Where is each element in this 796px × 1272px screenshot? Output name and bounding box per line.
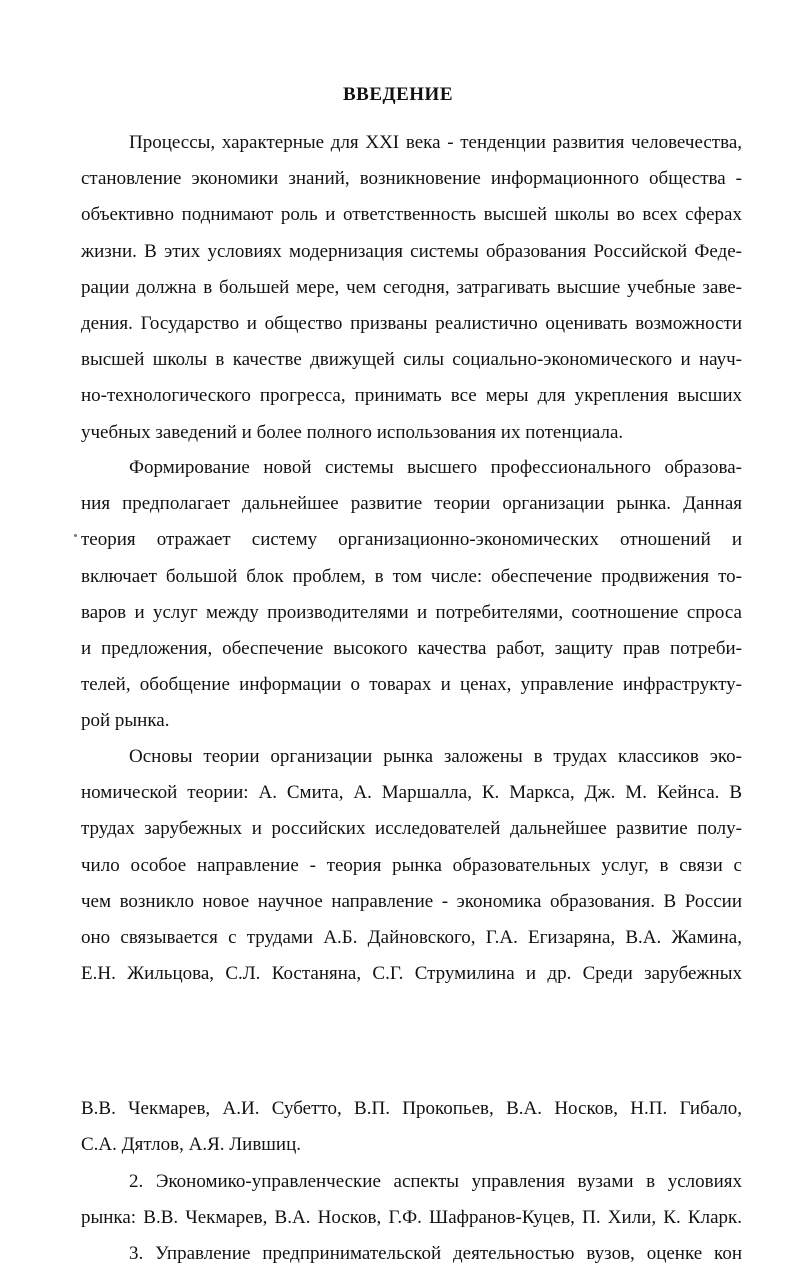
text-line: рации должна в большей мере, чем сегодня, затрагивать высшие учебные заве- [81, 276, 742, 298]
text-line: жизни. В этих условиях модернизация системы образования Российской Феде- [81, 240, 742, 262]
text-line: варов и услуг между производителями и потребителями, соотношение спроса [81, 601, 742, 623]
text-line: В.В. Чекмарев, А.И. Субетто, В.П. Прокопьев, В.А. Носков, Н.П. Гибало, [81, 1098, 742, 1119]
paragraph-2 [81, 450, 742, 740]
text-line: телей, обобщение информации о товарах и ценах, управление инфраструкту- [81, 674, 742, 696]
text-line: чем возникло новое научное направление - экономика образования. В России [81, 890, 742, 912]
text-line: но-технологического прогресса, принимать все меры для укрепления высших [81, 385, 742, 407]
text-line: Е.Н. Жильцова, С.Л. Костаняна, С.Г. Струмилина и др. Среди зарубежных [81, 963, 742, 985]
text-line: оно связывается с трудами А.Б. Дайновского, Г.А. Егизаряна, В.А. Жамина, [81, 926, 742, 948]
paragraph-6 [81, 1236, 742, 1272]
text-line: теория отражает систему организационно-экономических отношений и [81, 529, 742, 551]
text-line: 2. Экономико-управленческие аспекты управления вузами в условиях [129, 1171, 742, 1192]
paragraph-1 [81, 125, 742, 451]
paragraph-3 [81, 739, 742, 992]
text-line: номической теории: А. Смита, А. Маршалла, К. Маркса, Дж. М. Кейнса. В [81, 782, 742, 804]
text-line: объективно поднимают роль и ответственность высшей школы во всех сферах [81, 204, 742, 226]
text-line: и предложения, обеспечение высокого качества работ, защиту прав потреби- [81, 637, 742, 659]
text-line: трудах зарубежных и российских исследователей дальнейшее развитие полу- [81, 818, 742, 840]
text-line: Основы теории организации рынка заложены в трудах классиков эко- [129, 746, 742, 767]
text-line: дения. Государство и общество призваны реалистично оценивать возможности [81, 312, 742, 334]
text-line: высшей школы в качестве движущей силы социально-экономического и науч- [81, 349, 742, 371]
text-line: учебных заведений и более полного использования их потенциала. [81, 421, 624, 443]
text-line: ния предполагает дальнейшее развитие теории организации рынка. Данная [81, 493, 742, 515]
text-line: С.А. Дятлов, А.Я. Лившиц. [81, 1134, 302, 1156]
text-line: становление экономики знаний, возникновение информационного общества - [81, 168, 742, 190]
text-line: рынка: В.В. Чекмарев, В.А. Носков, Г.Ф. Шафранов-Куцев, П. Хили, К. Кларк. [81, 1207, 742, 1229]
paragraph-4 [81, 1091, 742, 1163]
page-title: ВВЕДЕНИЕ [343, 84, 453, 105]
scan-speck [74, 534, 77, 537]
text-line: чило особое направление - теория рынка образовательных услуг, в связи с [81, 854, 742, 876]
text-line: 3. Управление предпринимательской деятельностью вузов, оценке кон [129, 1243, 742, 1264]
text-line: Процессы, характерные для XXI века - тенденции развития человечества, [129, 132, 742, 153]
text-line: включает большой блок проблем, в том числе: обеспечение продвижения то- [81, 565, 742, 587]
text-line: Формирование новой системы высшего профессионального образова- [129, 457, 742, 478]
text-line: рой рынка. [81, 710, 170, 732]
paragraph-5 [81, 1164, 742, 1236]
